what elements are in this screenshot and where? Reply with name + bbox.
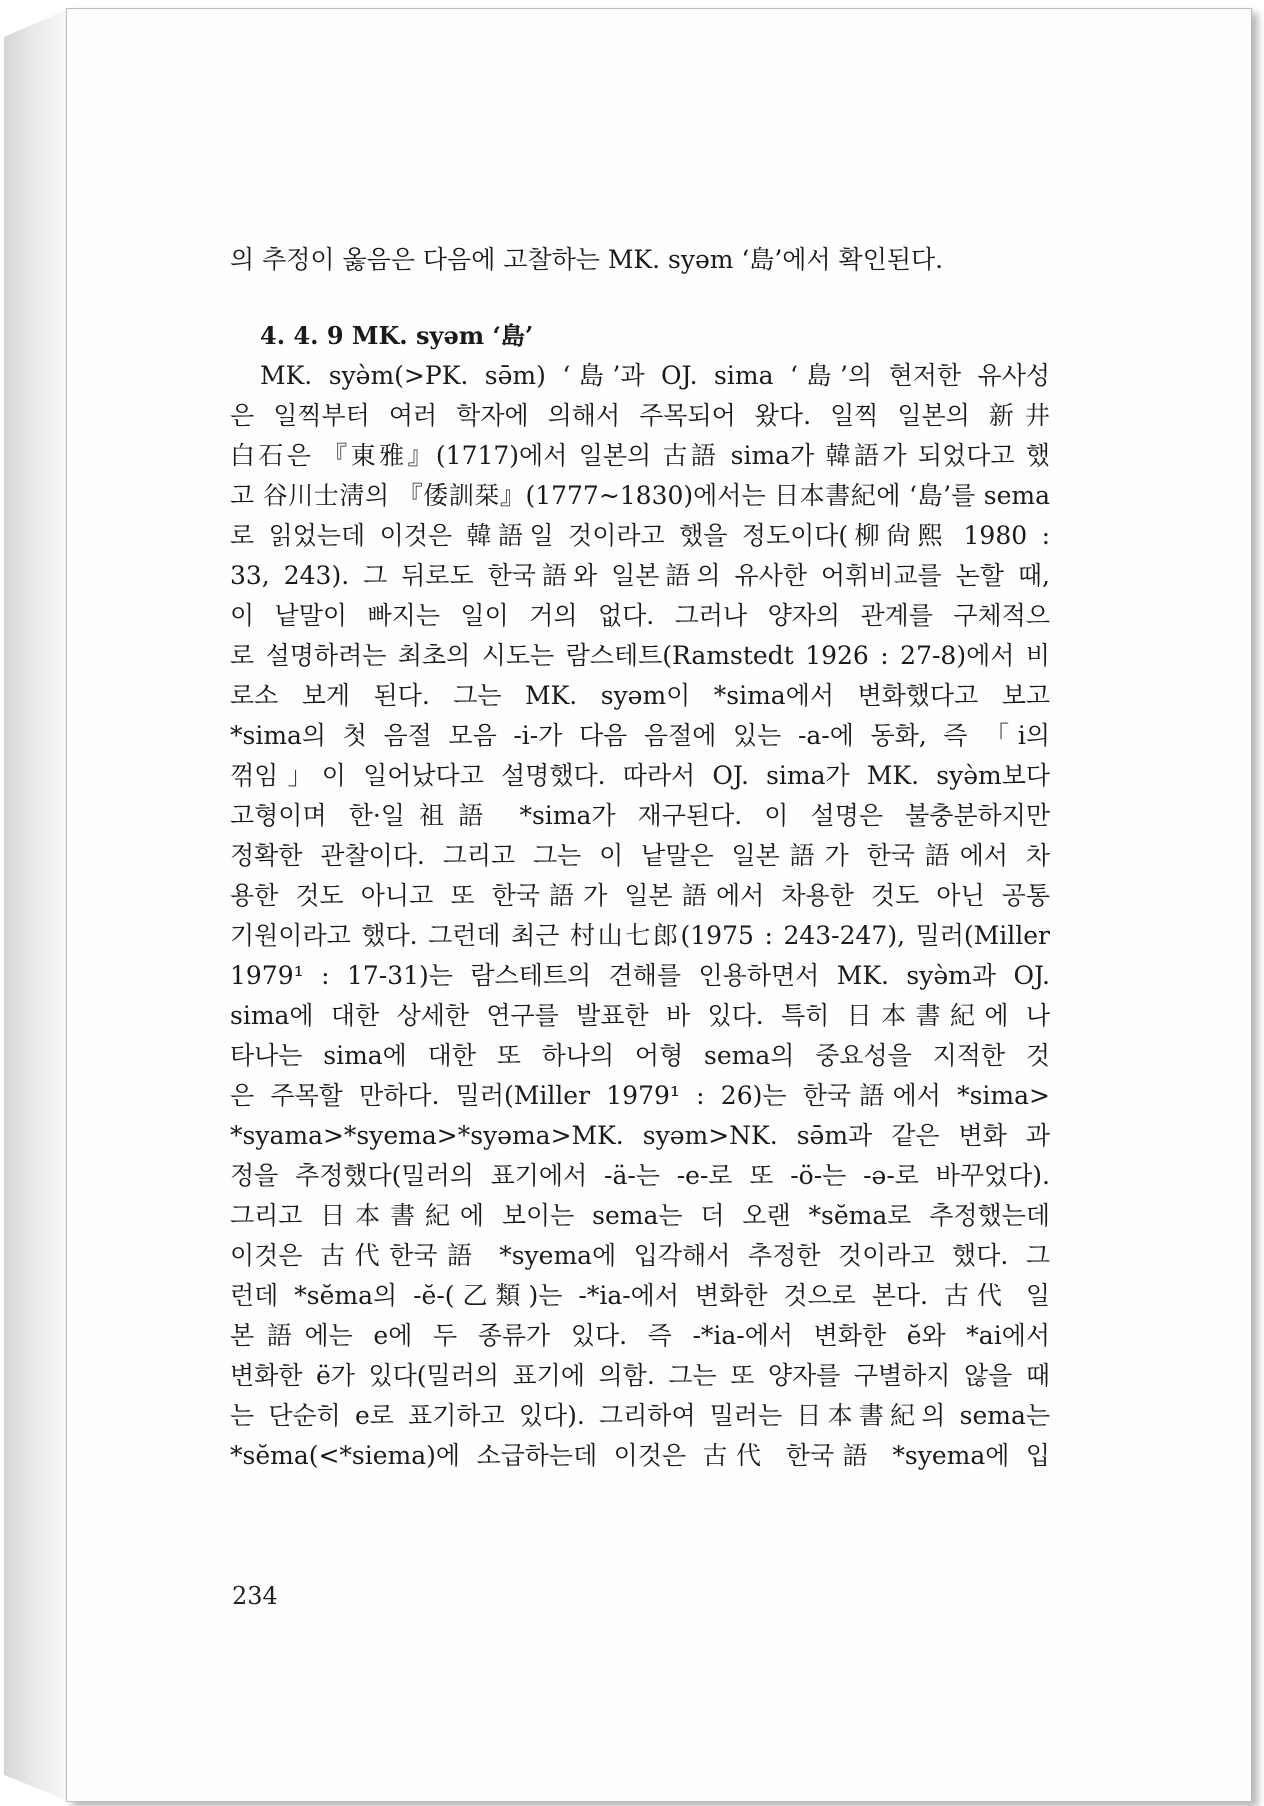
text-line: 로 읽었는데 이것은 韓語일 것이라고 했을 정도이다(柳尙熙 1980 : xyxy=(230,521,1050,550)
text-line: 본語에는 e에 두 종류가 있다. 즉 -*ia-에서 변화한 ĕ와 *ai에서 xyxy=(230,1321,1050,1350)
text-line: 런데 *sĕma의 -ĕ-(乙類)는 -*ia-에서 변화한 것으로 본다. 古代 일 xyxy=(230,1281,1050,1310)
page-number: 234 xyxy=(232,1582,278,1610)
text-line: sima에 대한 상세한 연구를 발표한 바 있다. 특히 日本書紀에 나 xyxy=(230,1001,1050,1030)
text-line: 白石은 『東雅』(1717)에서 일본의 古語 sima가 韓語가 되었다고 했 xyxy=(230,441,1050,470)
text-line: *syama>*syema>*syəma>MK. syəm>NK. sə̄m과 같은 변화 과 xyxy=(230,1121,1050,1150)
text-line: 정을 추정했다(밀러의 표기에서 -ä-는 -e-로 또 -ö-는 -ə-로 바꾸었다). xyxy=(230,1161,1050,1190)
text-line: MK. syə̀m(>PK. sə̄m) ‘島’과 OJ. sima ‘島’의 현저한 유사성 xyxy=(260,361,1050,390)
text-line: 33, 243). 그 뒤로도 한국語와 일본語의 유사한 어휘비교를 논할 때, xyxy=(230,561,1050,590)
text-line: 이것은 古代한국語 *syema에 입각해서 추정한 것이라고 했다. 그 xyxy=(230,1241,1050,1270)
book-side-edge xyxy=(4,10,66,1800)
text-line: 고 谷川士淸의 『倭訓栞』(1777~1830)에서는 日本書紀에 ‘島’를 sema xyxy=(230,481,1050,510)
text-line: 고형이며 한·일祖語 *sima가 재구된다. 이 설명은 불충분하지만 xyxy=(230,801,1050,830)
text-line: 은 일찍부터 여러 학자에 의해서 주목되어 왔다. 일찍 일본의 新井 xyxy=(230,401,1050,430)
text-line: 용한 것도 아니고 또 한국語가 일본語에서 차용한 것도 아닌 공통 xyxy=(230,881,1050,910)
page-body xyxy=(230,240,1050,1476)
text-line: 은 주목할 만하다. 밀러(Miller 1979¹ : 26)는 한국語에서 *sima> xyxy=(230,1081,1050,1110)
text-line: 1979¹ : 17-31)는 람스테트의 견해를 인용하면서 MK. syə̀m과 OJ. xyxy=(230,961,1050,990)
text-line: 타나는 sima에 대한 또 하나의 어형 sema의 중요성을 지적한 것 xyxy=(230,1041,1050,1070)
text-line: 변화한 ë가 있다(밀러의 표기에 의함. 그는 또 양자를 구별하지 않을 때 xyxy=(230,1361,1050,1390)
text-line: 로소 보게 된다. 그는 MK. syəm이 *sima에서 변화했다고 보고 xyxy=(230,681,1050,710)
text-line: *sĕma(<*siema)에 소급하는데 이것은 古代 한국語 *syema에 입 xyxy=(230,1441,1050,1470)
text-line: 기원이라고 했다. 그런데 최근 村山七郎(1975 : 243-247), 밀러(Miller xyxy=(230,921,1050,950)
text-line: *sima의 첫 음절 모음 -i-가 다음 음절에 있는 -a-에 동화, 즉 「i의 xyxy=(230,721,1050,750)
text-line: 그리고 日本書紀에 보이는 sema는 더 오랜 *sĕma로 추정했는데 xyxy=(230,1201,1050,1230)
text-line: 로 설명하려는 최초의 시도는 람스테트(Ramstedt 1926 : 27-8)에서 비 xyxy=(230,641,1050,670)
intro-line: 의 추정이 옳음은 다음에 고찰하는 MK. syəm ‘島’에서 확인된다. xyxy=(230,245,944,274)
text-line: 이 낱말이 빠지는 일이 거의 없다. 그러나 양자의 관계를 구체적으 xyxy=(230,601,1050,630)
text-line: 정확한 관찰이다. 그리고 그는 이 낱말은 일본語가 한국語에서 차 xyxy=(230,841,1050,870)
text-line: 는 단순히 e로 표기하고 있다). 그리하여 밀러는 日本書紀의 sema는 xyxy=(230,1401,1050,1430)
text-line: 꺾임」이 일어났다고 설명했다. 따라서 OJ. sima가 MK. syə̀m보다 xyxy=(230,761,1050,790)
section-heading: 4. 4. 9 MK. syəm ‘島’ xyxy=(260,321,534,350)
